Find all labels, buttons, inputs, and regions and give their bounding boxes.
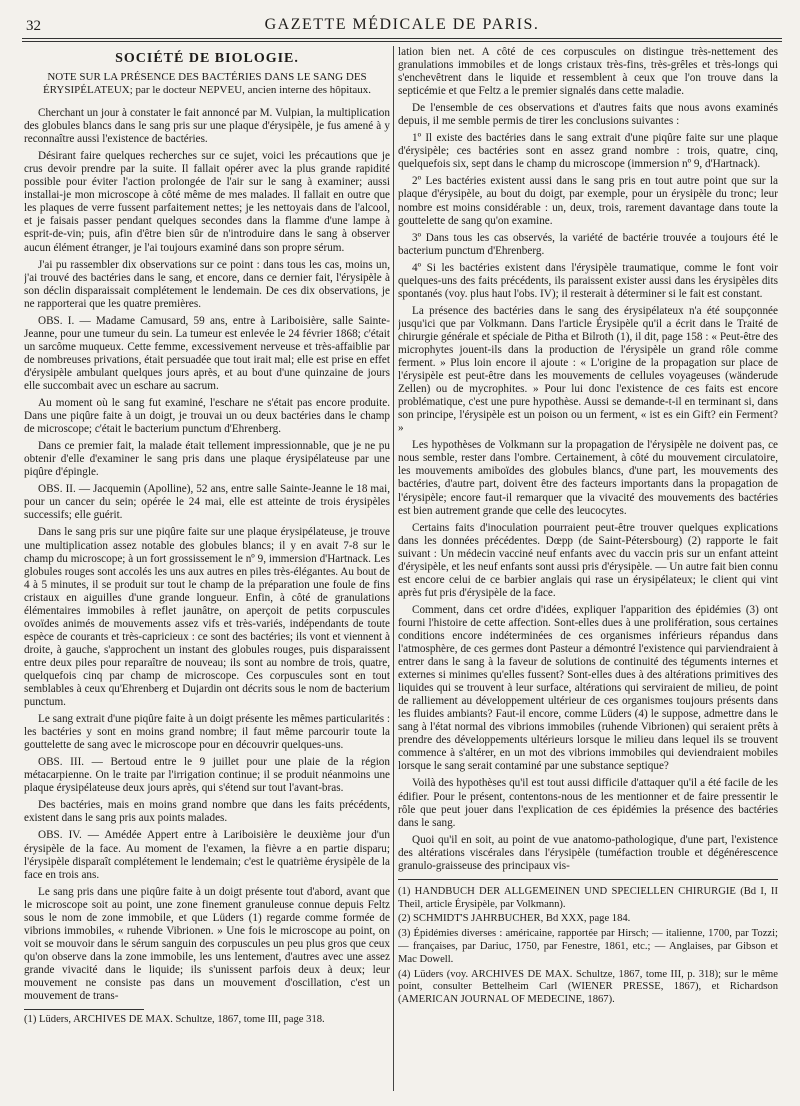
paragraph: Des bactéries, mais en moins grand nombre que dans les faits précédents, existent dans le sang pris aux points malades. [24,799,390,825]
footnote: (1) Lüders, ARCHIVES DE MAX. Schultze, 1867, tome III, page 318. [24,1014,325,1026]
paragraph: Le sang extrait d'une piqûre faite à un doigt présente les mêmes particularités : les bactéries y sont en moins grand nombre; il faut même parcourir toute la gouttelette de sang avec le microscope pour en découvrir quelques-uns. [24,713,390,752]
section-title: SOCIÉTÉ DE BIOLOGIE. [115,51,299,66]
paragraph: De l'ensemble de ces observations et d'autres faits que nous avons examinés depuis, il me semble permis de tirer les conclusions suivantes : [398,102,778,128]
observation-3: OBS. III. — Bertoud entre le 9 juillet pour une plaie de la région métacarpienne. On le traite par l'irrigation continue; il se produit néanmoins une plaque érysipélateuse deux jours après, qui s'étend sur tout l'avant-bras. [24,756,390,795]
paragraph: Certains faits d'inoculation pourraient peut-être trouver quelques explications dans les données précédentes. Dœpp (de Saint-Pétersbourg) (2) rapporte le fait suivant : Un médecin vacciné neuf enfants avec du vaccin pris sur un enfant atteint d'érysipèle, et les neuf enfants sont aussi pris d'érysipèle. — Un autre fait bien connu est encore celui de ce barbier anglais qui rase un érysipélateux; le client qui vint après fut pris d'érysipèle de la face. [398,521,778,599]
paragraph: Quoi qu'il en soit, au point de vue anatomo-pathologique, d'une part, l'existence des altérations viscérales dans l'érysipèle (tuméfaction trouble et dégénérescence granulo-graisseuse des principaux vis- [398,833,778,872]
right-column [398,46,778,1106]
header-rule-double [22,41,782,42]
left-column [24,46,390,1056]
footnote: (4) Lüders (voy. ARCHIVES DE MAX. Schultze, 1867, tome III, p. 318); sur le même point, consulter Bettelheim Carl (WIENER PRESSE, 1867), et Richardson (AMERICAN JOURNAL OF MEDECINE, 1867). [398,968,778,1006]
conclusion-4: 4º Si les bactéries existent dans l'érysipèle traumatique, comme le font voir quelques-uns des faits précédents, ils paraissent exister aussi dans les érysipèles dits spontanés (voy. plus haut l'obs. IV); il resterait à déterminer si le fait est constant. [398,261,778,300]
paragraph: J'ai pu rassembler dix observations sur ce point : dans tous les cas, moins un, j'ai trouvé des bactéries dans le sang, et encore, dans ce dernier fait, l'érysipèle à son déclin disparaissait complétement le lendemain. De ces dix observations, je ne rapporterai que les quatre premières. [24,258,390,310]
paragraph: Dans le sang pris sur une piqûre faite sur une plaque érysipélateuse, je trouve une multiplication assez notable des globules blancs; il y en avait 7-8 sur le champ du microscope; à un fort grossissement le nº 9, immersion d'Hartnack. Les globules rouges sont accolés les uns aux autres en piles très-élégantes. Au bout de 4 à 5 minutes, il se produit sur tout le champ de la préparation une foule de fins cristaux en aiguilles d'une grande longueur. Enfin, à côté de granulations élémentaires immobiles à reflet jaunâtre, on aperçoit de petits corpuscules ovoïdes animés de mouvements assez vifs et très-variés, indépendants de toute espèce de courants et très-capricieux : ce sont des bactéries; ils vont et viennent à droite, à gauche, s'approchent un instant des globules rouges, puis disparaissent entre deux piles pour reparaître de nouveau; ils sont au nombre de trois, quatre, quelquefois cinq par champ de microscope. Ces corpuscules sont en tout semblables à ceux qu'Ehrenberg et Dujardin ont décrits sous le nom de bacterium punctum. [24,526,390,709]
footnote: (3) Épidémies diverses : américaine, rapportée par Hirsch; — italienne, 1700, par Tozzi; — françaises, par Dariuc, 1750, par Fenestre, 1861, etc.; — Anglaises, par Gibson et Mac Dowell. [398,928,778,965]
paragraph: lation bien net. A côté de ces corpuscules on distingue très-nettement des granulations immobiles et de longs cristaux très-fins, très-grêles et très-longs qui s'enchevêtrent dans le liquide et ressemblent à ceux que l'on trouve dans la septicémie et que Feltz a le premier signalés dans cette maladie. [398,46,778,98]
conclusion-1: 1º Il existe des bactéries dans le sang extrait d'une piqûre faite sur une plaque d'érysipèle; ces bactéries sont en assez grand nombre : trois, quatre, cinq, quelquefois six, sept dans le champ du microscope (immersion nº 9, d'Hartnack). [398,132,778,171]
observation-2: OBS. II. — Jacquemin (Apolline), 52 ans, entre salle Sainte-Jeanne le 18 mai, pour un cancer du sein; opérée le 24 mai, elle est atteinte de trois érysipèles successifs; elle guérit. [24,483,390,522]
footnote: (2) SCHMIDT'S JAHRBUCHER, Bd XXX, page 184. [398,913,631,925]
paragraph: La présence des bactéries dans le sang des érysipélateux n'a été soupçonnée jusqu'ici que par Volkmann. Dans l'article Érysipèle qu'il a écrit dans le Traité de chirurgie générale et spéciale de Pitha et Bilroth (1), il dit, page 158 : « Peut-être des microphytes jouent-ils dans la production de l'érysipèle un grand rôle comme ferment. » Plus loin encore il ajoute : « L'origine de la propagation sur place de l'érysipèle est peut-être dans les mouvements de cellules voyageuses (wänderude Zellen) ou de mycrophites. » Pour lui donc l'existence de ces faits est encore problématique, c'est une pure hypothèse. Aussi se demande-t-il en terminant si, dans son principe, l'érysipèle est un poison ou un ferment, « ist es ein Gift? ein Ferment? » [398,304,778,435]
journal-title: GAZETTE MÉDICALE DE PARIS. [264,16,540,33]
header-rule [22,38,782,39]
footnote-rule [24,1009,144,1010]
conclusion-2: 2º Les bactéries existent aussi dans le sang pris en tout autre point que sur la plaque d'érysipèle, au bout du doigt, par exemple, pour un érysipèle du tronc; leur nombre est moins considérable : un, deux, trois, rarement davantage dans toute la gouttelette de sang qu'on examine. [398,175,778,227]
column-divider [393,46,394,1091]
paragraph: Comment, dans cet ordre d'idées, expliquer l'apparition des épidémies (3) ont fourni l'histoire de cette affection. Sont-elles dues à une prolifération, sous certaines conditions encore indéterminées de ces organismes inférieurs répandus dans l'atmosphère, de ces germes dont Pasteur a démontré l'existence qui parviendraient à entrer dans le sang à la faveur de solutions de continuité des téguments internes et externes si minimes qu'elles fussent? Sont-elles dues à des altérations primitives des liquides qui se trouvent à leur surface, altérations qui serviraient de milieu, de point de ralliement au développement ultérieur de ces organismes toujours présents dans les fluides ambiants? Faut-il encore, comme Lüders (4) le suppose, admettre dans le sang à l'état normal des vibrions immobiles (ruhende Vibrionen) qui seraient prêts à prendre des développements ultérieurs lorsque le milieu dans lequel ils se trouvent commence à s'altérer, en un mot des vibrions immobiles qui deviendraient mobiles lorsque le sang serait contaminé par une substance septique? [398,603,778,773]
conclusion-3: 3º Dans tous les cas observés, la variété de bactérie trouvée a toujours été le bacterium punctum d'Ehrenberg. [398,231,778,257]
paragraph: Cherchant un jour à constater le fait annoncé par M. Vulpian, la multiplication des globules blancs dans le sang pris sur une plaque d'érysipèle, je fus amené à y reconnaître aussi l'existence de bactéries. [24,107,390,146]
paragraph: Au moment où le sang fut examiné, l'eschare ne s'était pas encore produite. Dans une piqûre faite à un doigt, je trouvai un ou deux bactéries dans le champ de microscope; c'était le bacterium punctum d'Ehrenberg. [24,397,390,436]
note-title: NOTE SUR LA PRÉSENCE DES BACTÉRIES DANS LE SANG DES ÉRYSIPÉLATEUX; par le docteur NEPVEU, ancien interne des hôpitaux. [42,71,372,97]
paragraph: Voilà des hypothèses qu'il est tout aussi difficile d'attaquer qu'il a été facile de les édifier. Pour le présent, contentons-nous de les mentionner et de faire pressentir le rôle que peut jouer dans l'explication de ces épidémies la présence des bactéries dans le sang. [398,777,778,829]
paragraph: Les hypothèses de Volkmann sur la propagation de l'érysipèle ne doivent pas, ce nous semble, rester dans l'ombre. Certainement, à côté du mouvement circulatoire, les mouvements amiboïdes des globules blancs, d'une part, les mouvements des bactéries, d'autre part, doivent être des facteurs importants dans la propagation de l'érysipèle; encore faut-il remarquer que la vivacité des mouvements des bactéries est bien autrement grande que celle des leucocytes. [398,439,778,517]
page-header [22,10,782,36]
paragraph: Dans ce premier fait, la malade était tellement impressionnable, que je ne pu obtenir d'elle d'examiner le sang pris dans une plaque érysipélateuse par une piqûre d'épingle. [24,440,390,479]
paragraph: Désirant faire quelques recherches sur ce sujet, voici les précautions que je crus devoir prendre par la suite. Il fallait opérer avec la plus grande rapidité possible pour éviter l'action prolongée de l'air sur le sang à examiner; aussi installai-je mon microscope à côté même de mes malades. Il fallait en outre que les plaques de verre fussent parfaitement nettes; je les nettoyais dans de l'alcool, et je faisais passer pendant quelques secondes dans la flamme d'une lampe à esprit-de-vin; puis, afin d'être bien sûr de n'introduire dans le sang à observer aucun élément étranger, je l'ai toujours examiné dans son propre sérum. [24,150,390,254]
footnote-rule [398,879,778,880]
footnote: (1) HANDBUCH DER ALLGEMEINEN UND SPECIELLEN CHIRURGIE (Bd I, II Theil, article Érysipèle, par Volkmann). [398,885,778,910]
observation-1: OBS. I. — Madame Camusard, 59 ans, entre à Lariboisière, salle Sainte-Jeanne, pour une tumeur du sein. La tumeur est enlevée le 24 février 1868; c'était un sarcôme muqueux. Cette femme, excessivement nerveuse et très-affaiblie par de nombreuses privations, était persuadée que tout irait mal; elle est prise en effet d'érysipèle ambulant quelques jours après, et au bout d'une quinzaine de jours elle succombait avec un eschare au sacrum. [24,314,390,392]
paragraph: Le sang pris dans une piqûre faite à un doigt présente tout d'abord, avant que le microscope soit au point, une zone finement granuleuse connue depuis Feltz sous le nom de zone immobile, et que Lüders (1) regarde comme formée de vibrions immobiles, « ruhende Vibrionen. » Une fois le microscope au point, on voit se mouvoir dans le sérum sanguin des corpuscules un peu plus gros que ceux qu'on observe dans la zone immobile, les uns lentement, d'autres avec une assez grande vivacité dans le liquide; ils s'unissent parfois deux à deux; leur mouvement ne consiste pas dans un mouvement d'oscillation, c'est un mouvement de trans- [24,885,390,1003]
observation-4: OBS. IV. — Amédée Appert entre à Lariboisière le deuxième jour d'un érysipèle de la face. Au moment de l'examen, la fièvre a en partie disparu; l'érysipèle disparaît complétement le lendemain; c'est le quatrième érysipèle de la face en trois ans. [24,829,390,881]
page-number: 32 [26,18,41,34]
